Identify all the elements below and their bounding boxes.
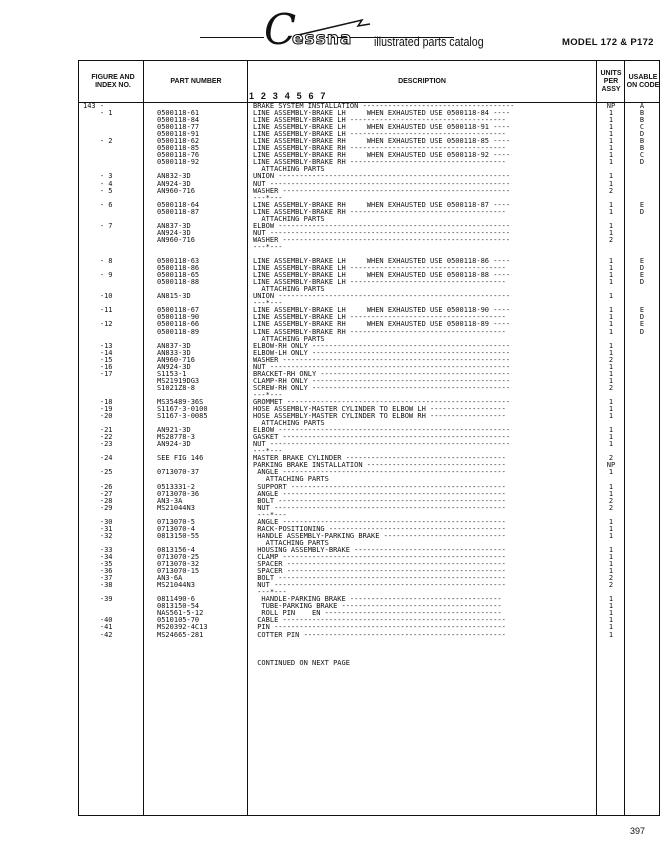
figure-index-cell: -29 [83, 503, 113, 512]
table-row [79, 646, 659, 653]
usable-code-cell: D [639, 278, 645, 287]
units-cell: 1 [608, 397, 614, 406]
units-cell: 1 [608, 609, 614, 618]
part-number-cell: AN3-6A [157, 574, 183, 583]
logo-brand-word: essna [292, 29, 353, 49]
part-number-cell: MS20392-4C13 [157, 623, 208, 632]
description-cell: LINE ASSEMBLY-BRAKE LH WHEN EXHAUSTED USE 0500118-84 ---- [253, 110, 511, 118]
units-cell: 1 [608, 440, 614, 449]
figure-index-cell: -24 [83, 454, 113, 463]
part-number-cell: S1167-3-0100 [157, 405, 208, 414]
table-row [79, 329, 659, 336]
part-number-cell: SEE FIG 146 [157, 454, 204, 463]
table-row [79, 505, 659, 512]
units-cell: 1 [608, 412, 614, 421]
units-cell: 1 [608, 228, 614, 237]
units-cell: 1 [608, 123, 614, 132]
units-cell: 2 [608, 454, 614, 463]
description-cell: ANGLE ----------------------------------------------------- [253, 490, 506, 498]
description-cell: CONTINUED ON NEXT PAGE [253, 659, 350, 667]
part-number-cell: MS28778-3 [157, 433, 195, 442]
units-cell: 2 [608, 235, 614, 244]
description-cell: LINE ASSEMBLY-BRAKE LH ------------------------------------- [253, 131, 506, 139]
units-cell: 1 [608, 158, 614, 167]
description-cell: COTTER PIN ------------------------------------------------ [253, 631, 506, 639]
units-cell: 1 [608, 179, 614, 188]
description-cell: LINE ASSEMBLY-BRAKE LH WHEN EXHAUSTED USE 0500118-90 ---- [253, 307, 511, 315]
units-cell: 1 [608, 623, 614, 632]
usable-code-cell: D [639, 264, 645, 273]
figure-index-cell: -21 [83, 426, 113, 435]
table-row [79, 293, 659, 300]
figure-index-cell: - 7 [83, 221, 113, 230]
part-number-cell: 0500118-90 [157, 313, 200, 322]
figure-index-cell: -26 [83, 482, 113, 491]
figure-index-cell: -30 [83, 517, 113, 526]
units-cell: 1 [608, 517, 614, 526]
figure-index-cell: -10 [83, 292, 113, 301]
table-row [79, 455, 659, 462]
figure-index-cell: - 3 [83, 172, 113, 181]
description-cell: LINE ASSEMBLY-BRAKE LH ------------------------------------- [253, 265, 506, 273]
figure-index-cell: -32 [83, 531, 113, 540]
description-cell: LINE ASSEMBLY-BRAKE RH WHEN EXHAUSTED USE 0500118-85 ---- [253, 138, 511, 146]
part-number-cell: S1167-3-0085 [157, 412, 208, 421]
units-cell: 1 [608, 271, 614, 280]
description-cell: ---*--- [253, 448, 283, 456]
description-cell: ATTACHING PARTS [253, 420, 325, 428]
description-cell: LINE ASSEMBLY-BRAKE RH ------------------------------------- [253, 208, 506, 216]
description-cell: CLAMP ----------------------------------------------------- [253, 554, 506, 561]
description-cell: NUT --------------------------------------------------------- [253, 441, 511, 449]
table-row [79, 660, 659, 667]
units-cell: 2 [608, 503, 614, 512]
description-cell: HOUSING ASSEMBLY-BRAKE ------------------------------------ [253, 546, 506, 554]
figure-index-cell: -25 [83, 468, 113, 477]
figure-index-cell: -15 [83, 355, 113, 364]
description-cell: LINE ASSEMBLY-BRAKE RH ------------------------------------- [253, 159, 506, 167]
description-cell: ANGLE ----------------------------------------------------- [253, 469, 506, 477]
logo-rule-left [200, 37, 264, 38]
units-cell: 1 [608, 116, 614, 125]
part-number-cell: 0500118-61 [157, 109, 200, 118]
description-cell: ---*--- [253, 300, 283, 308]
part-number-cell: 0500118-88 [157, 278, 200, 287]
units-cell: 1 [608, 130, 614, 139]
figure-index-cell: -13 [83, 341, 113, 350]
units-cell: 2 [608, 355, 614, 364]
logo-brand-letter: C [264, 5, 297, 54]
figure-index-cell: -18 [83, 397, 113, 406]
description-cell: ELBOW-LH ONLY ----------------------------------------------- [253, 349, 511, 357]
units-cell: 1 [608, 426, 614, 435]
figure-index-cell: -38 [83, 581, 113, 590]
table-row [79, 533, 659, 540]
figure-index-cell: - 2 [83, 137, 113, 146]
units-cell: 1 [608, 376, 614, 385]
table-row [79, 653, 659, 660]
units-cell: 1 [608, 172, 614, 181]
table-row [79, 188, 659, 195]
figure-index-cell: - 9 [83, 271, 113, 280]
usable-code-cell: D [639, 158, 645, 167]
header-description: DESCRIPTION [398, 77, 446, 85]
description-cell: HANDLE ASSEMBLY-PARKING BRAKE ----------------------------- [253, 532, 506, 540]
description-cell: WASHER ------------------------------------------------------ [253, 236, 511, 244]
part-number-cell: AN960-716 [157, 235, 195, 244]
description-cell: SPACER ---------------------------------------------------- [253, 568, 506, 576]
usable-code-cell: E [639, 200, 645, 209]
description-cell: LINE ASSEMBLY-BRAKE LH WHEN EXHAUSTED USE 0500118-88 ---- [253, 272, 511, 280]
description-cell: PARKING BRAKE INSTALLATION --------------------------------- [253, 462, 506, 470]
units-cell: 2 [608, 574, 614, 583]
description-cell: CLAMP-RH ONLY ----------------------------------------------- [253, 377, 511, 385]
description-cell: LINE ASSEMBLY-BRAKE LH ------------------------------------- [253, 117, 506, 125]
description-cell: NUT --------------------------------------------------------- [253, 363, 511, 371]
usable-code-cell: D [639, 130, 645, 139]
usable-code-cell: E [639, 320, 645, 329]
usable-code-cell: A [639, 102, 645, 110]
units-cell: 1 [608, 306, 614, 315]
usable-code-cell: D [639, 313, 645, 322]
units-cell: 1 [608, 433, 614, 442]
description-cell: CABLE ----------------------------------------------------- [253, 617, 506, 625]
figure-index-cell: - 5 [83, 186, 113, 195]
part-number-cell: AN924-3D [157, 228, 191, 237]
table-row [79, 469, 659, 476]
part-number-cell: 0500118-92 [157, 158, 200, 167]
part-number-cell: 0813156-4 [157, 545, 195, 554]
part-number-cell: MS24665-281 [157, 630, 204, 639]
usable-code-cell: E [639, 271, 645, 280]
units-cell: 1 [608, 348, 614, 357]
figure-index-cell: -35 [83, 560, 113, 569]
units-cell: 2 [608, 383, 614, 392]
part-number-cell: AN960-716 [157, 355, 195, 364]
part-number-cell: 0713070-37 [157, 468, 200, 477]
part-number-cell: 0500118-85 [157, 144, 200, 153]
figure-index-cell: -16 [83, 362, 113, 371]
units-cell: 1 [608, 616, 614, 625]
description-cell: ATTACHING PARTS [253, 335, 325, 343]
part-number-cell: AN924-3D [157, 179, 191, 188]
part-number-cell: 0713070-15 [157, 567, 200, 576]
table-row [79, 209, 659, 216]
part-number-cell: 0713070-4 [157, 524, 195, 533]
usable-code-cell: C [639, 151, 645, 160]
units-cell: 1 [608, 221, 614, 230]
units-cell: 1 [608, 362, 614, 371]
part-number-cell: AN815-3D [157, 292, 191, 301]
usable-code-cell: B [639, 144, 645, 153]
description-cell: GASKET ------------------------------------------------------ [253, 434, 511, 442]
description-cell: LINE ASSEMBLY-BRAKE RH WHEN EXHAUSTED USE 0500118-89 ---- [253, 321, 511, 329]
usable-code-cell: B [639, 137, 645, 146]
part-number-cell: 0713070-36 [157, 489, 200, 498]
part-number-cell: 0500118-62 [157, 137, 200, 146]
units-cell: 2 [608, 581, 614, 590]
description-cell: ---*--- [253, 194, 283, 202]
table-row [79, 237, 659, 244]
units-cell: 2 [608, 496, 614, 505]
description-cell: BRACKET-RH ONLY --------------------------------------------- [253, 370, 511, 378]
figure-index-cell: - 4 [83, 179, 113, 188]
part-number-cell: AN924-3D [157, 362, 191, 371]
part-number-cell: MS21044N3 [157, 581, 195, 590]
description-cell: ELBOW-RH ONLY ----------------------------------------------- [253, 342, 511, 350]
units-cell: 1 [608, 545, 614, 554]
description-cell: ---*--- [253, 511, 287, 519]
description-cell: GROMMET ----------------------------------------------------- [253, 398, 511, 406]
header-usable-on-code: USABLE ON CODE [626, 73, 660, 89]
description-cell: WASHER ------------------------------------------------------ [253, 187, 511, 195]
units-cell: 1 [608, 560, 614, 569]
part-number-cell: 0500118-84 [157, 116, 200, 125]
figure-index-cell: -22 [83, 433, 113, 442]
units-cell: 1 [608, 468, 614, 477]
figure-index-cell: 143 - [83, 102, 105, 110]
description-cell: ELBOW ------------------------------------------------------- [253, 222, 511, 230]
units-cell: 1 [608, 602, 614, 611]
figure-index-cell: -39 [83, 595, 113, 604]
figure-index-cell: -41 [83, 623, 113, 632]
description-cell: BRAKE SYSTEM INSTALLATION ------------------------------------ [253, 103, 515, 110]
description-cell: ---*--- [253, 391, 283, 399]
header-part-number: PART NUMBER [170, 77, 222, 85]
table-body [79, 103, 659, 667]
part-number-cell: AN837-3D [157, 341, 191, 350]
part-number-cell: 0713070-25 [157, 553, 200, 561]
units-cell: 1 [608, 320, 614, 329]
part-number-cell: 0500118-91 [157, 130, 200, 139]
usable-code-cell: B [639, 116, 645, 125]
description-cell: ATTACHING PARTS [253, 539, 329, 547]
units-cell: 1 [608, 200, 614, 209]
units-cell: NP [606, 461, 616, 470]
part-number-cell: 0813150-55 [157, 531, 200, 540]
table-row [79, 244, 659, 251]
units-cell: 1 [608, 144, 614, 153]
figure-index-cell: -42 [83, 630, 113, 639]
description-cell: UNION ------------------------------------------------------- [253, 293, 511, 301]
units-cell: 1 [608, 207, 614, 216]
part-number-cell: 0500118-87 [157, 207, 200, 216]
description-cell: LINE ASSEMBLY-BRAKE RH ------------------------------------- [253, 145, 506, 153]
part-number-cell: 0811490-6 [157, 595, 195, 604]
units-cell: 1 [608, 109, 614, 118]
part-number-cell: 0500118-63 [157, 257, 200, 266]
description-cell: LINE ASSEMBLY-BRAKE RH ------------------------------------- [253, 328, 506, 336]
description-cell: BOLT ------------------------------------------------------ [253, 497, 506, 505]
part-number-cell: 0500118-86 [157, 264, 200, 273]
description-cell: ---*--- [253, 589, 287, 597]
description-cell: ---*--- [253, 243, 283, 251]
description-cell: PIN ------------------------------------------------------- [253, 624, 506, 632]
description-cell: BOLT ------------------------------------------------------ [253, 575, 506, 583]
header-figure-index: FIGURE AND INDEX NO. [91, 73, 135, 89]
figure-index-cell: -17 [83, 369, 113, 378]
units-cell: 1 [608, 369, 614, 378]
units-cell: 1 [608, 482, 614, 491]
description-cell: NUT ------------------------------------------------------- [253, 582, 506, 590]
description-cell: HOSE ASSEMBLY-MASTER CYLINDER TO ELBOW RH ------------------ [253, 413, 506, 421]
part-number-cell: AN833-3D [157, 348, 191, 357]
description-cell: WASHER ------------------------------------------------------ [253, 356, 511, 364]
units-cell: 1 [608, 405, 614, 414]
description-cell: HANDLE-PARKING BRAKE ------------------------------------ [253, 596, 502, 604]
description-cell: NUT --------------------------------------------------------- [253, 229, 511, 237]
description-cell: RACK-POSITIONING ------------------------------------------ [253, 525, 506, 533]
description-cell: NUT --------------------------------------------------------- [253, 180, 511, 188]
part-number-cell: 0500118-76 [157, 151, 200, 160]
part-number-cell: 0500118-67 [157, 306, 200, 315]
description-cell: ATTACHING PARTS [253, 476, 329, 484]
part-number-cell: S1153-1 [157, 369, 187, 378]
part-number-cell: AN837-3D [157, 221, 191, 230]
description-cell: LINE ASSEMBLY-BRAKE RH WHEN EXHAUSTED USE 0500118-87 ---- [253, 201, 511, 209]
description-cell: LINE ASSEMBLY-BRAKE LH WHEN EXHAUSTED USE 0500118-91 ---- [253, 124, 511, 132]
figure-index-cell: -33 [83, 545, 113, 554]
part-number-cell: AN924-3D [157, 440, 191, 449]
units-cell: 1 [608, 257, 614, 266]
usable-code-cell: E [639, 306, 645, 315]
description-cell: HOSE ASSEMBLY-MASTER CYLINDER TO ELBOW LH ------------------ [253, 406, 506, 414]
figure-index-cell: -31 [83, 524, 113, 533]
description-cell: SPACER ---------------------------------------------------- [253, 561, 506, 569]
description-cell: LINE ASSEMBLY-BRAKE LH WHEN EXHAUSTED USE 0500118-86 ---- [253, 258, 511, 266]
description-cell: SCREW-RH ONLY ----------------------------------------------- [253, 384, 511, 392]
description-cell: ANGLE ----------------------------------------------------- [253, 518, 506, 526]
model-title: MODEL 172 & P172 [562, 37, 654, 48]
part-number-cell: 0713070-5 [157, 517, 195, 526]
table-row [79, 441, 659, 448]
units-cell: 1 [608, 524, 614, 533]
units-cell: 1 [608, 137, 614, 146]
figure-index-cell: -11 [83, 306, 113, 315]
part-number-cell: NAS561-5-12 [157, 609, 204, 618]
part-number-cell: 0500118-66 [157, 320, 200, 329]
figure-index-cell: -23 [83, 440, 113, 449]
units-cell: 1 [608, 489, 614, 498]
description-cell: LINE ASSEMBLY-BRAKE LH ------------------------------------- [253, 314, 506, 322]
part-number-cell: MS21044N3 [157, 503, 195, 512]
part-number-cell: 0513331-2 [157, 482, 195, 491]
table-row [79, 279, 659, 286]
units-cell: 1 [608, 278, 614, 287]
figure-index-cell: -36 [83, 567, 113, 576]
description-cell: UNION ------------------------------------------------------- [253, 173, 511, 181]
part-number-cell: 0713070-32 [157, 560, 200, 569]
units-cell: 1 [608, 264, 614, 273]
units-cell: 1 [608, 327, 614, 336]
figure-index-cell: -20 [83, 412, 113, 421]
part-number-cell: 0500118-89 [157, 327, 200, 336]
part-number-cell: S1021Z8-8 [157, 383, 195, 392]
table-row [79, 582, 659, 589]
description-cell: ROLL PIN EN ------------------------------------------ [253, 610, 502, 618]
part-number-cell: MS21919DG3 [157, 376, 200, 385]
description-cell: LINE ASSEMBLY-BRAKE LH ------------------------------------- [253, 279, 506, 287]
figure-index-cell: - 6 [83, 200, 113, 209]
units-cell: 2 [608, 186, 614, 195]
page-number: 397 [630, 826, 646, 836]
units-cell: 1 [608, 292, 614, 301]
usable-code-cell: C [639, 123, 645, 132]
part-number-cell: MS35489-36S [157, 397, 204, 406]
catalog-title: illustrated parts catalog [374, 34, 484, 49]
units-cell: 1 [608, 567, 614, 576]
table-row [79, 159, 659, 166]
part-number-cell: 0500118-65 [157, 271, 200, 280]
table-row [79, 413, 659, 420]
units-cell: 1 [608, 313, 614, 322]
table-row [79, 632, 659, 639]
figure-index-cell: -27 [83, 489, 113, 498]
figure-index-cell: - 1 [83, 109, 113, 118]
figure-index-cell: -19 [83, 405, 113, 414]
part-number-cell: AN921-3D [157, 426, 191, 435]
figure-index-cell: -14 [83, 348, 113, 357]
units-cell: 1 [608, 531, 614, 540]
part-number-cell: AN3-3A [157, 496, 183, 505]
part-number-cell: 0813150-54 [157, 602, 200, 611]
figure-index-cell: - 8 [83, 257, 113, 266]
units-cell: 1 [608, 553, 614, 561]
header-units-per-assy: UNITS PER ASSY [600, 69, 622, 93]
usable-code-cell: D [639, 207, 645, 216]
description-cell: MASTER BRAKE CYLINDER -------------------------------------- [253, 455, 506, 463]
usable-code-cell: D [639, 327, 645, 336]
units-cell: 1 [608, 595, 614, 604]
parts-table [78, 60, 660, 816]
description-cell: ELBOW ------------------------------------------------------- [253, 427, 511, 435]
description-cell: NUT ------------------------------------------------------- [253, 504, 506, 512]
units-cell: NP [606, 102, 616, 110]
description-cell: TUBE-PARKING BRAKE -------------------------------------- [253, 603, 502, 611]
table-row [79, 385, 659, 392]
figure-index-cell: -40 [83, 616, 113, 625]
part-number-cell: AN832-3D [157, 172, 191, 181]
description-cell: ATTACHING PARTS [253, 215, 325, 223]
table-row [79, 639, 659, 646]
figure-index-cell: -28 [83, 496, 113, 505]
description-cell: ATTACHING PARTS [253, 166, 325, 174]
figure-index-cell: -37 [83, 574, 113, 583]
usable-code-cell: B [639, 109, 645, 118]
description-cell: SUPPORT --------------------------------------------------- [253, 483, 506, 491]
units-cell: 1 [608, 341, 614, 350]
part-number-cell: 0500118-77 [157, 123, 200, 132]
figure-index-cell: -34 [83, 553, 113, 561]
units-cell: 1 [608, 151, 614, 160]
part-number-cell: 0500118-64 [157, 200, 200, 209]
header-indent-digits: 1 2 3 4 5 6 7 [249, 91, 328, 101]
description-cell: ATTACHING PARTS [253, 286, 325, 294]
figure-index-cell: -12 [83, 320, 113, 329]
part-number-cell: AN960-716 [157, 186, 195, 195]
usable-code-cell: E [639, 257, 645, 266]
description-cell: LINE ASSEMBLY-BRAKE RH WHEN EXHAUSTED USE 0500118-92 ---- [253, 152, 511, 160]
part-number-cell: 0510105-70 [157, 616, 200, 625]
units-cell: 1 [608, 630, 614, 639]
